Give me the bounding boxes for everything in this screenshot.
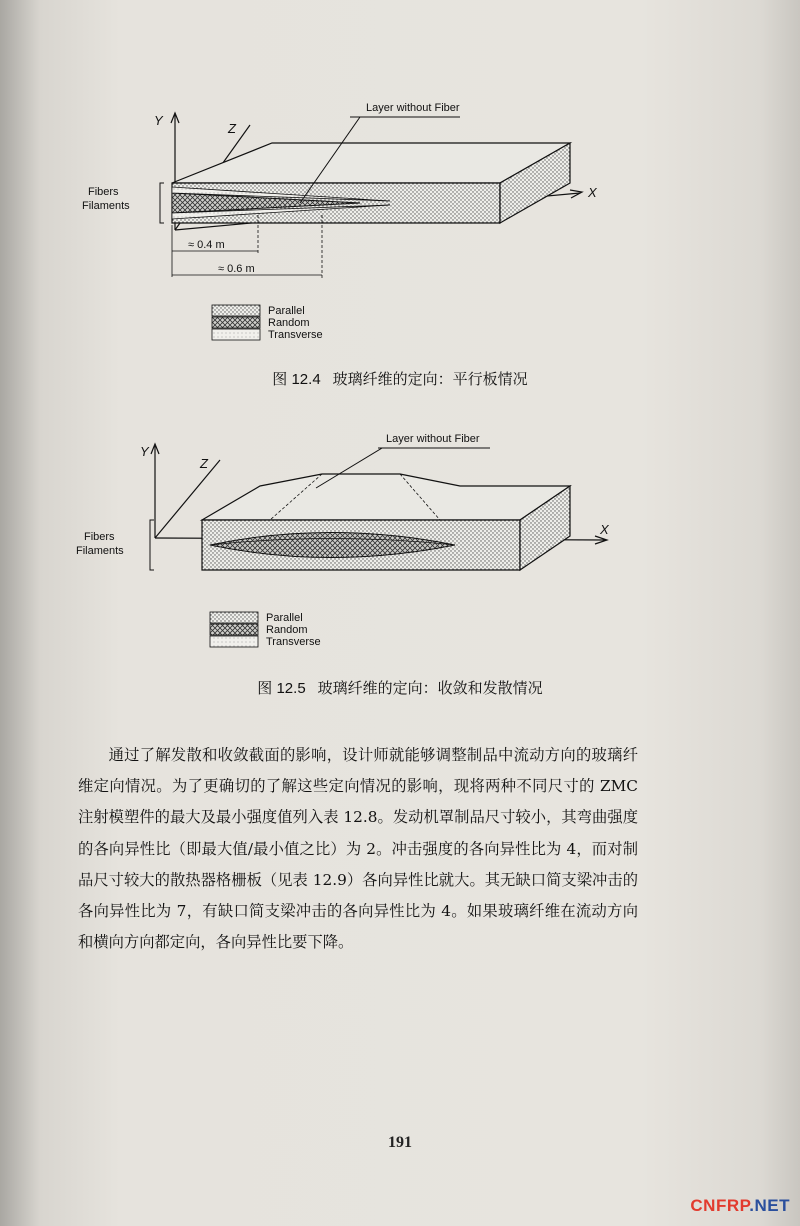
dimension-0-6m: ≈ 0.6 m (218, 263, 255, 275)
axis-x-label: X (588, 185, 597, 200)
body-text (78, 740, 638, 958)
legend-parallel-2: Parallel (266, 612, 303, 624)
legend-swatch-transverse (212, 329, 260, 340)
figure-12-4-caption (0, 368, 800, 389)
figure-12-5 (60, 428, 620, 668)
figure-12-4-number: 图 12.4 (272, 371, 321, 388)
axis-z-label: Z (228, 121, 236, 136)
legend-parallel: Parallel (268, 305, 305, 317)
figure-12-5-caption (0, 677, 800, 698)
figure-12-4-diagram (60, 95, 620, 365)
page-number: 191 (388, 1134, 412, 1151)
figure-12-5-number: 图 12.5 (257, 680, 306, 697)
axis-y-label-2: Y (140, 444, 149, 459)
figure-12-5-caption-text: 玻璃纤维的定向：收敛和发散情况 (317, 679, 543, 697)
legend-transverse: Transverse (268, 329, 323, 341)
legend-swatch-random (212, 317, 260, 328)
fibers-label-2: Fibers (84, 531, 115, 543)
axis-z-label-2: Z (200, 456, 208, 471)
figure-12-5-diagram (60, 428, 620, 668)
figure-12-4 (60, 95, 620, 365)
fibers-label: Fibers (88, 186, 119, 198)
axis-y-label: Y (154, 113, 163, 128)
axis-x-label-2: X (600, 522, 609, 537)
watermark-part2: .NET (749, 1196, 790, 1215)
legend-swatch-parallel (212, 305, 260, 316)
figure-12-4-caption-text: 玻璃纤维的定向：平行板情况 (332, 370, 528, 388)
watermark-part1: CNFRP (690, 1196, 750, 1215)
dimension-0-4m: ≈ 0.4 m (188, 239, 225, 251)
legend-random: Random (268, 317, 310, 329)
filaments-label: Filaments (82, 200, 130, 212)
legend-transverse-2: Transverse (266, 636, 321, 648)
body-paragraph: 通过了解发散和收敛截面的影响，设计师就能够调整制品中流动方向的玻璃纤维定向情况。为了更确切的了解这些定向情况的影响，现将两种不同尺寸的 ZMC 注射模塑件的最大及最小强度值列入表 12.8。发动机罩制品尺寸较小，其弯曲强度的各向异性比（即最大值/最小值之比）为 2。冲击强度的各向异性比为 4，而对制品尺寸较大的散热器格栅板（见表 12.9）各向异性比就大。其无缺口简支梁冲击的各向异性比为 7，有缺口简支梁冲击的各向异性比为 4。如果玻璃纤维在流动方向和横向方向都定向，各向异性比要下降。 (78, 746, 638, 952)
layer-without-fiber-label: Layer without Fiber (366, 102, 460, 114)
watermark-logo (690, 1196, 790, 1216)
layer-without-fiber-label-2: Layer without Fiber (386, 433, 480, 445)
legend-random-2: Random (266, 624, 308, 636)
filaments-label-2: Filaments (76, 545, 124, 557)
